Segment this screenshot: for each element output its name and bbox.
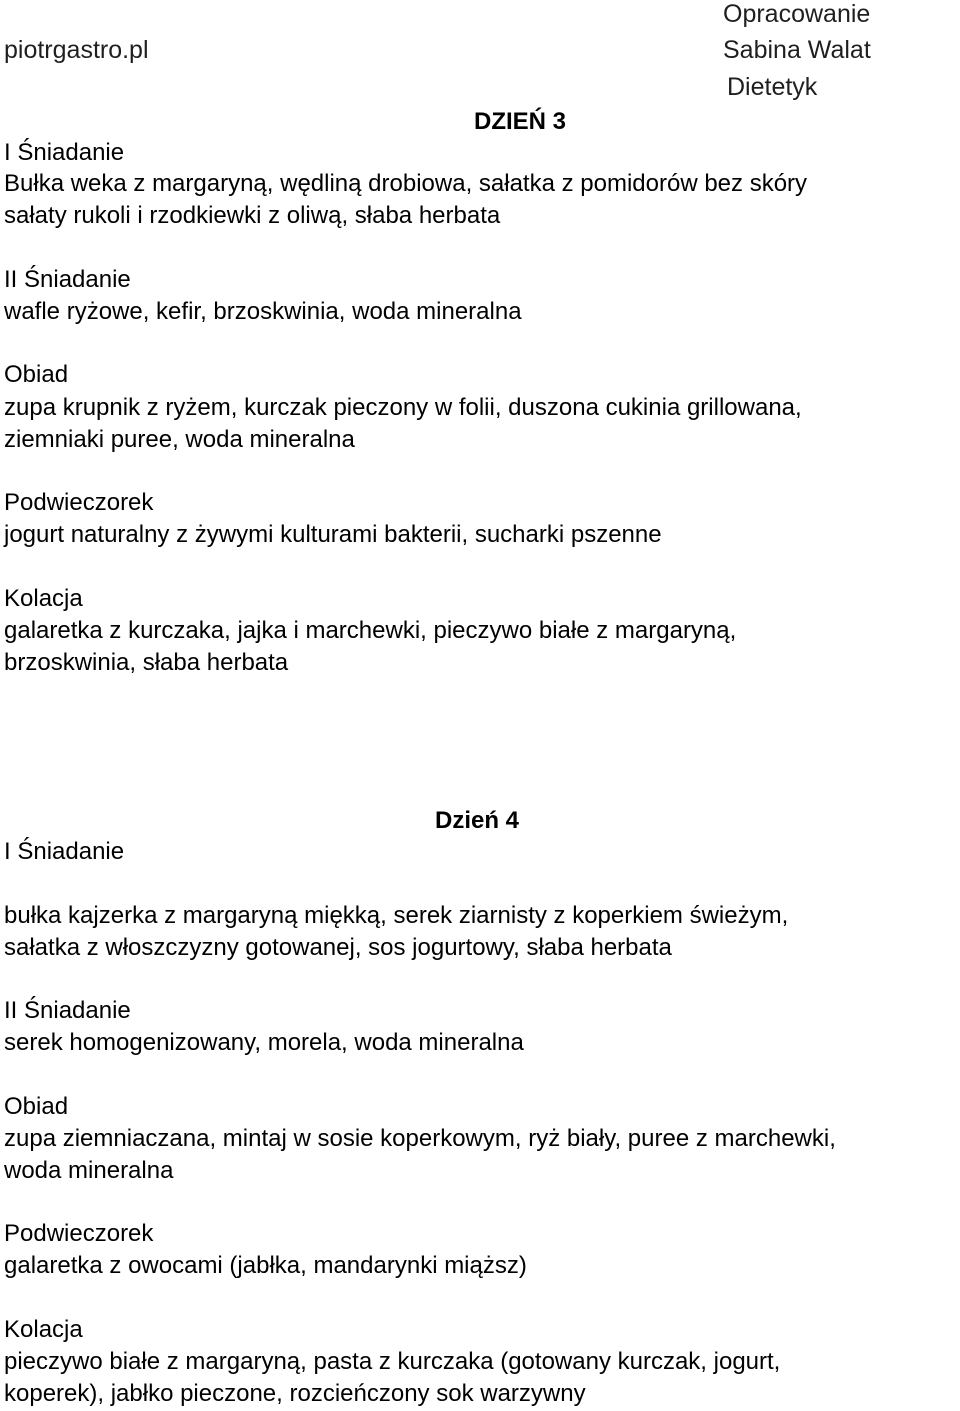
author-name: Sabina Walat [723, 36, 871, 64]
day3-meal-lunch-label: Obiad [4, 361, 69, 388]
day3-meal-second-breakfast-line: wafle ryżowe, kefir, brzoskwinia, woda mineralna [4, 298, 522, 325]
day4-meal-breakfast-label: I Śniadanie [4, 838, 125, 865]
day4-meal-snack-line: galaretka z owocami (jabłka, mandarynki miąższ) [4, 1252, 527, 1279]
day3-meal-breakfast-line: sałaty rukoli i rzodkiewki z oliwą, słaba herbata [4, 202, 501, 229]
day3-meal-dinner-label: Kolacja [4, 585, 83, 612]
day3-meal-breakfast-label: I Śniadanie [4, 139, 125, 166]
day3-meal-snack-label: Podwieczorek [4, 489, 154, 516]
day4-meal-lunch-line: zupa ziemniaczana, mintaj w sosie koperkowym, ryż biały, puree z marchewki, [4, 1125, 836, 1152]
day4-meal-lunch-line: woda mineralna [4, 1157, 174, 1184]
day4-title: Dzień 4 [435, 807, 520, 834]
day4-meal-breakfast-line: sałatka z włoszczyzny gotowanej, sos jogurtowy, słaba herbata [4, 934, 672, 961]
day4-meal-lunch-label: Obiad [4, 1093, 69, 1120]
day3-meal-lunch-line: zupa krupnik z ryżem, kurczak pieczony w folii, duszona cukinia grillowana, [4, 394, 802, 421]
day4-meal-second-breakfast-line: serek homogenizowany, morela, woda mineralna [4, 1029, 524, 1056]
day3-meal-dinner-line: brzoskwinia, słaba herbata [4, 649, 289, 676]
day4-meal-dinner-label: Kolacja [4, 1316, 83, 1343]
site-name: piotrgastro.pl [4, 36, 149, 64]
day4-meal-breakfast-line: bułka kajzerka z margaryną miękką, serek ziarnisty z koperkiem świeżym, [4, 902, 789, 929]
day3-meal-breakfast-line: Bułka weka z margaryną, wędliną drobiowa, sałatka z pomidorów bez skóry [4, 170, 808, 197]
day3-meal-second-breakfast-label: II Śniadanie [4, 266, 131, 293]
day3-title: DZIEŃ 3 [474, 108, 567, 135]
day4-meal-snack-label: Podwieczorek [4, 1220, 154, 1247]
day3-meal-snack-line: jogurt naturalny z żywymi kulturami bakterii, sucharki pszenne [4, 521, 662, 548]
author-label: Opracowanie [723, 0, 871, 28]
day4-meal-dinner-line: koperek), jabłko pieczone, rozcieńczony sok warzywny [4, 1380, 586, 1407]
day3-meal-lunch-line: ziemniaki puree, woda mineralna [4, 426, 355, 453]
day4-meal-second-breakfast-label: II Śniadanie [4, 997, 131, 1024]
day4-meal-dinner-line: pieczywo białe z margaryną, pasta z kurczaka (gotowany kurczak, jogurt, [4, 1348, 781, 1375]
day3-meal-dinner-line: galaretka z kurczaka, jajka i marchewki, pieczywo białe z margaryną, [4, 617, 737, 644]
author-role: Dietetyk [727, 73, 818, 101]
